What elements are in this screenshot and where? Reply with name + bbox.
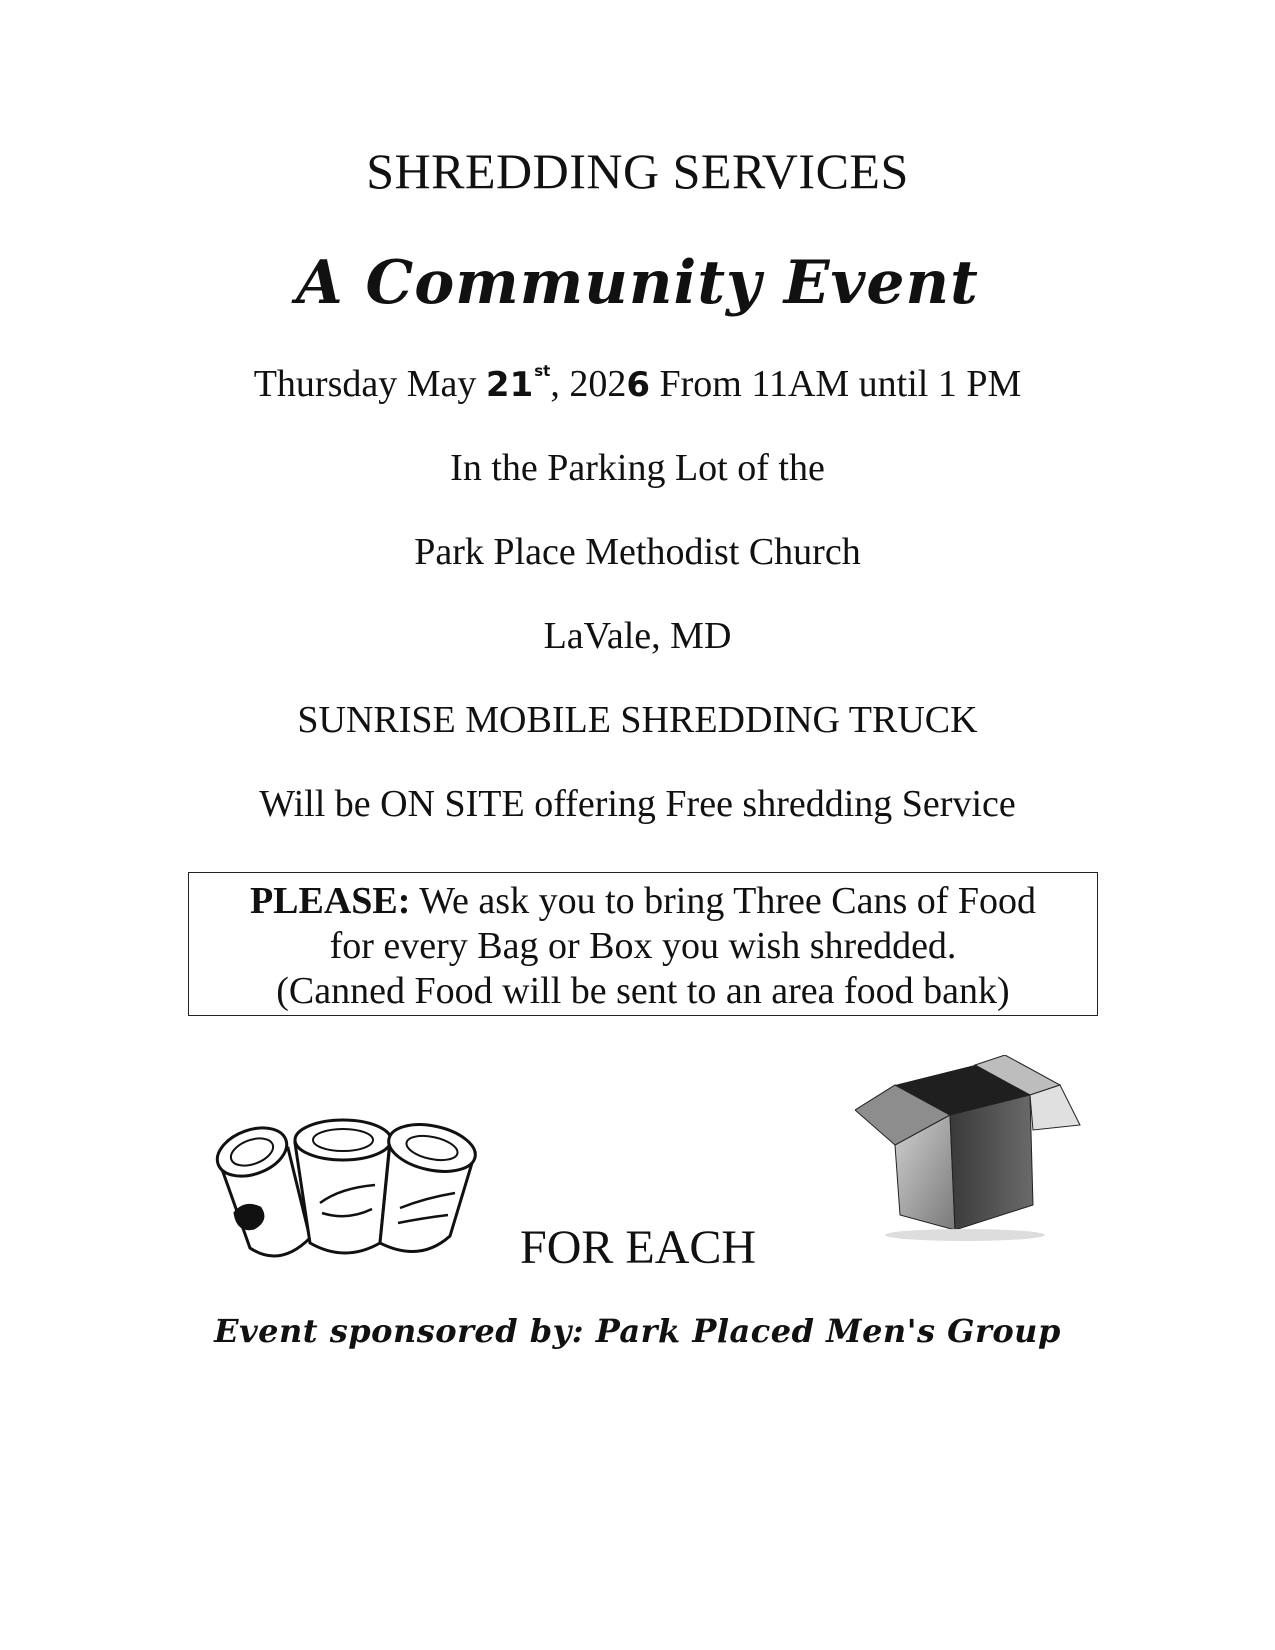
- event-date: [0, 362, 1275, 406]
- date-year-digit-handwritten: 6: [626, 365, 651, 405]
- location-line-1: In the Parking Lot of the: [450, 447, 825, 489]
- food-cans-illustration: [210, 1118, 490, 1268]
- sponsor-line: Event sponsored by: Park Placed Men's Group: [214, 1312, 1061, 1350]
- location-line-2: Park Place Methodist Church: [414, 531, 861, 573]
- notice-line-2: for every Bag or Box you wish shredded.: [329, 925, 957, 967]
- open-box-illustration: [855, 1055, 1085, 1245]
- location-city: LaVale, MD: [543, 615, 732, 657]
- for-each-label: FOR EACH: [520, 1221, 757, 1274]
- truck-name: SUNRISE MOBILE SHREDDING TRUCK: [297, 699, 978, 741]
- flyer-subtitle: A Community Event: [296, 248, 979, 318]
- food-notice-box: [188, 872, 1098, 1016]
- date-weekday-month: Thursday May: [253, 363, 486, 405]
- date-day-handwritten: 21: [485, 365, 534, 405]
- flyer-title: SHREDDING SERVICES: [366, 143, 909, 199]
- onsite-text: Will be ON SITE offering Free shredding Service: [259, 783, 1016, 825]
- notice-line-1: PLEASE: We ask you to bring Three Cans of Food: [249, 880, 1037, 922]
- notice-line-3: (Canned Food will be sent to an area food bank): [276, 970, 1010, 1012]
- date-year-prefix: , 202: [550, 363, 627, 405]
- notice-label: PLEASE:: [249, 880, 411, 922]
- date-day-suffix-handwritten: st: [534, 362, 551, 380]
- event-time: From 11AM until 1 PM: [650, 363, 1022, 405]
